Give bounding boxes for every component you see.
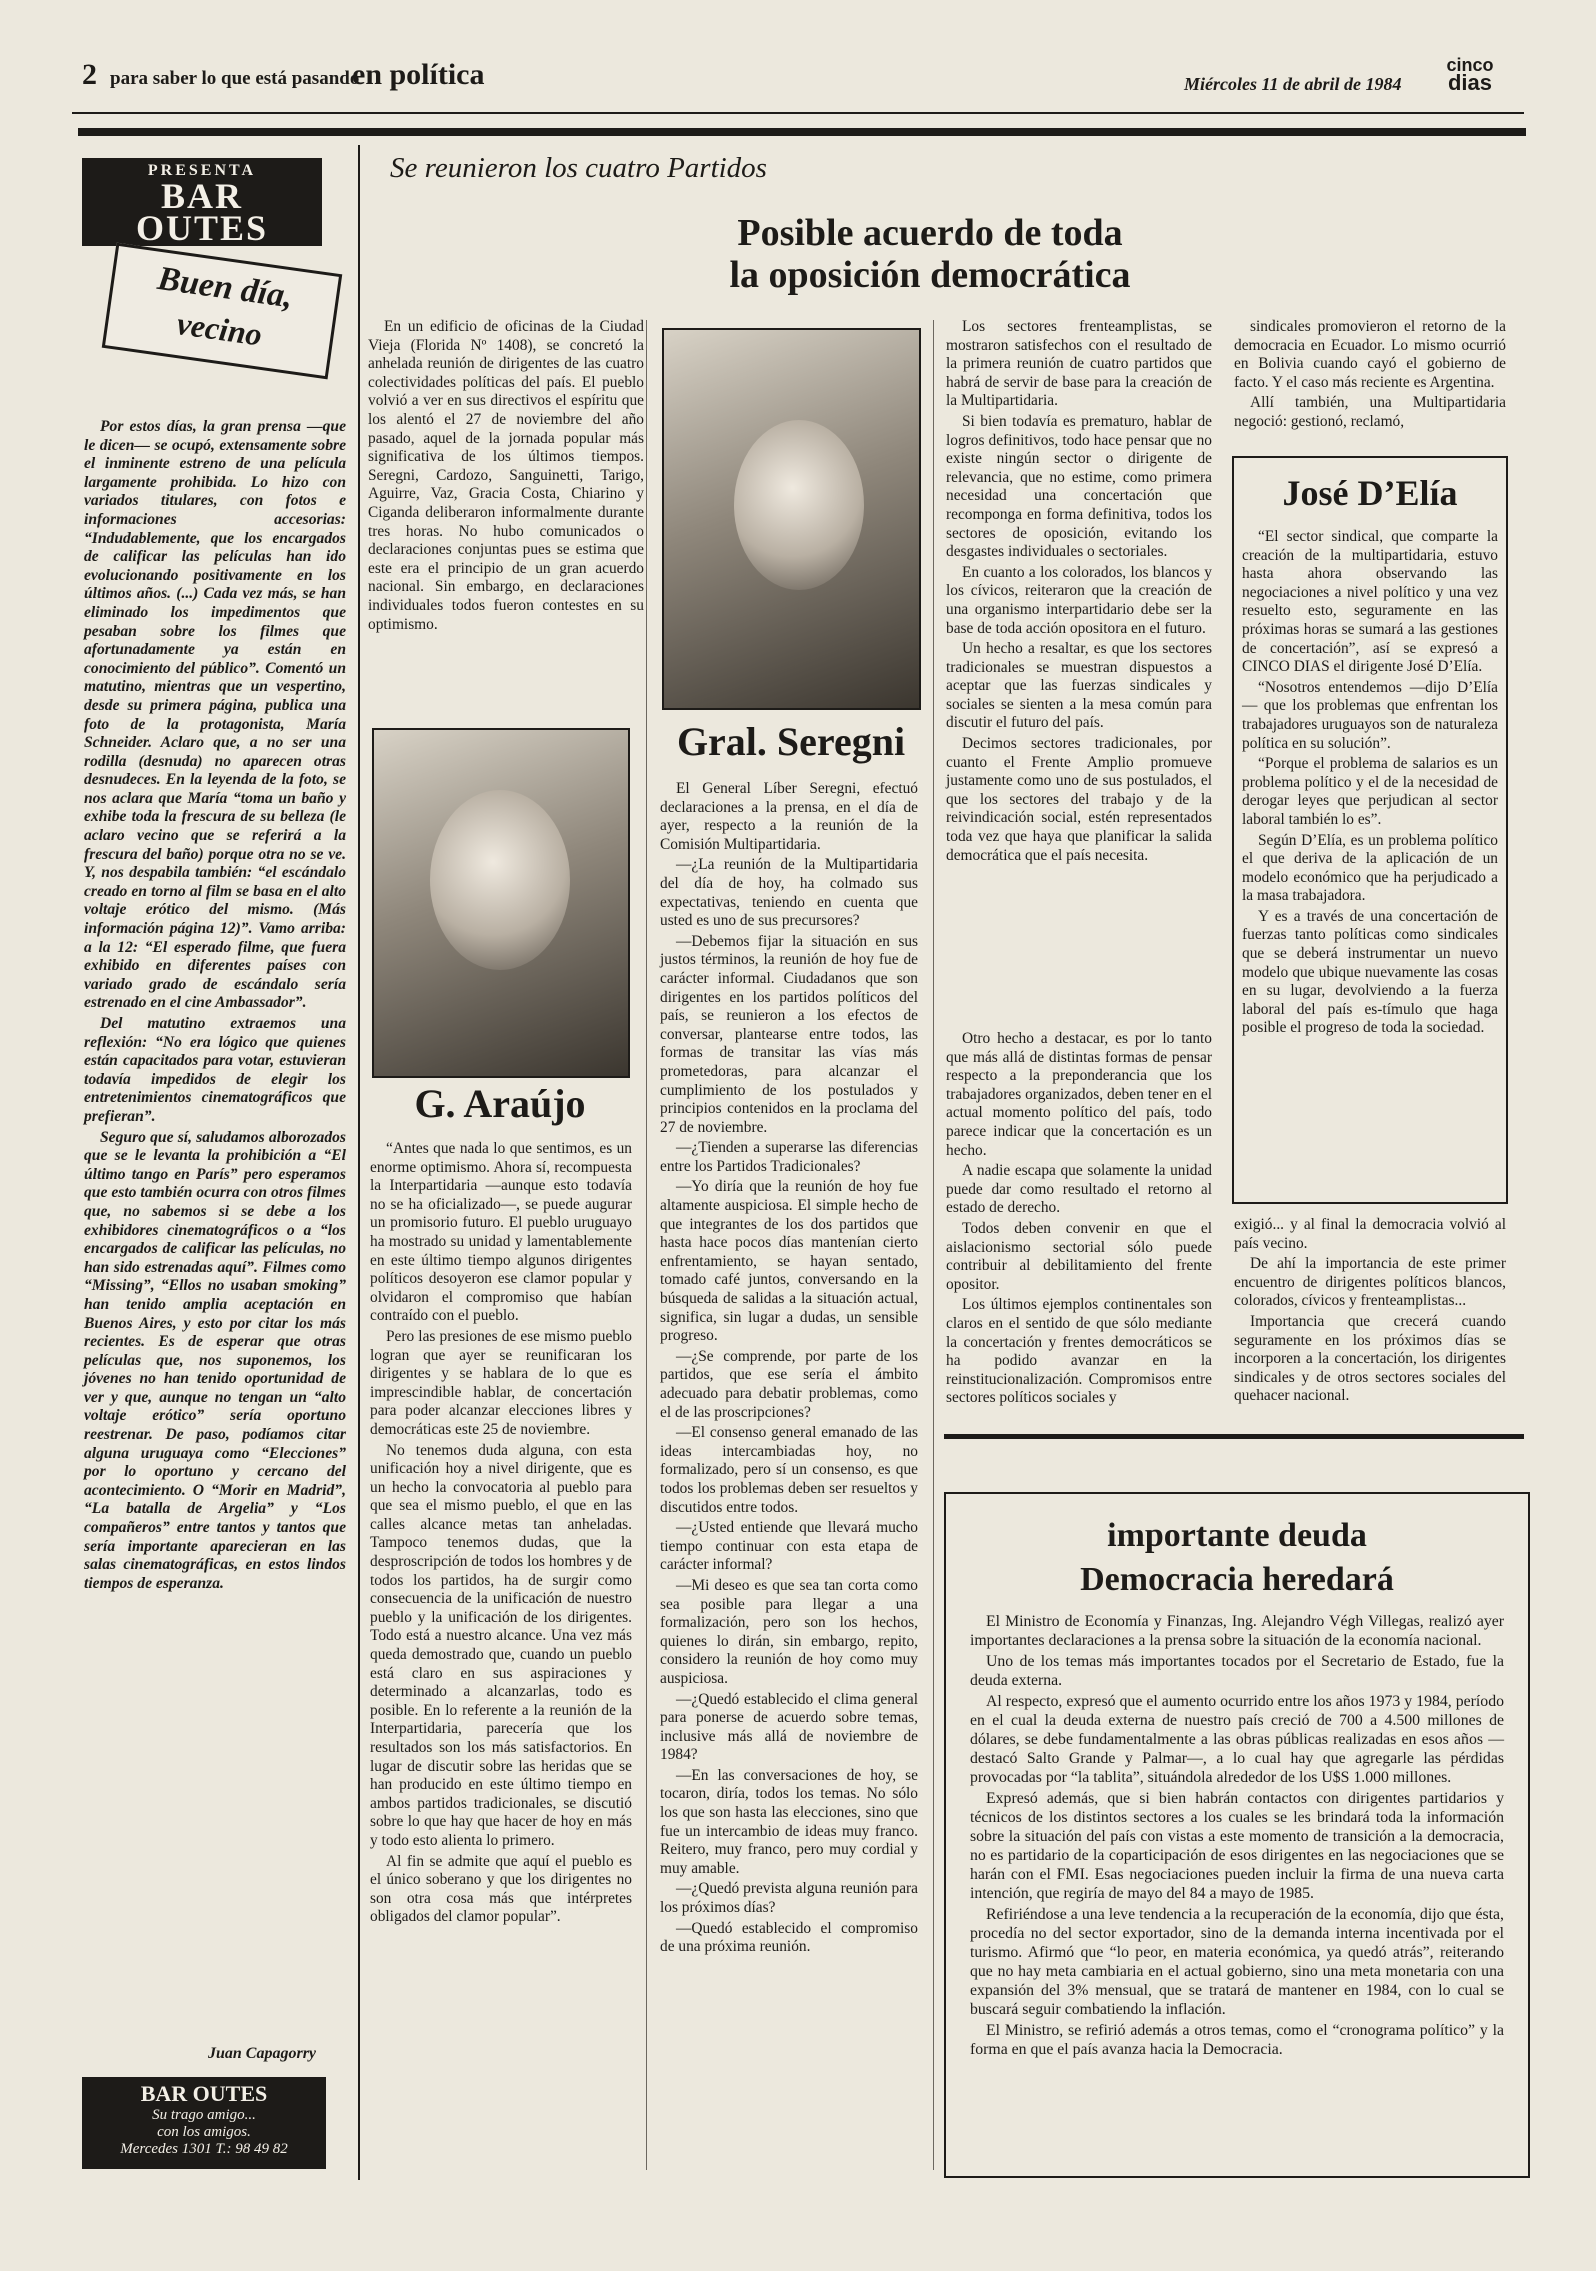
seregni-paragraph: —Yo diría que la reunión de hoy fue altamente auspiciosa. El simple hecho de que integrantes de los dos partidos que hasta hace pocos días mantenían cierto enfrentamiento, se hayan sentado, tomado café juntos, conversando en la búsqueda de salidas a la situación actual, significa, sin lugar a dudas, un sensible progreso. [660,1178,918,1345]
bar-outes-paragraph: Seguro que sí, saludamos alborozados que se le levanta la prohibición a “El último tango en París” pero esperamos que esto también ocurra con otros filmes que, no sabemos si se debe a los exhibidores cinematográficos o a “los encargados de calificar las películas, no han sido estrenadas aquí”. Filmes como “Missing”, “Ellos no usaban smoking” han tenido amplia aceptación en Buenos Aires, y esto por citar los más recientes. Es de esperar que otras películas que, nos suponemos, los jóvenes no han tenido oportunidad de ver y que, aunque no tengan un “alto voltaje erótico” sería oportuno reestrenar. De paso, podíamos citar alguna uruguaya como “Elecciones” por lo oportuno y cercano del acontecimiento. O “Morir en Madrid”, “La batalla de Argelia” y “Los compañeros” entre tantos y tantos que sería importante aparecieran en las salas cinematográficas, en estos lindos tiempos de esperanza. [84,1128,346,1592]
frente-paragraph: Decimos sectores tradicionales, por cuanto el Frente Amplio promueve justamente como uno de sus postulados, el que los sectores del trabajo y de la reivindicación social, estén representados toda vez que haya que planificar la salida democrática que el país necesita. [946,735,1212,864]
article-kicker: Se reunieron los cuatro Partidos [390,152,767,184]
header-tagline: para saber lo que está pasando [110,68,360,89]
seregni-paragraph: —En las conversaciones de hoy, se tocaron, diría, todos los temas. No sólo los que son hasta las elecciones, sino que fue un intercambio de ideas muy franco. Reitero, muy franco, pero muy cordial y muy amable. [660,1766,918,1877]
frente-paragraph: A nadie escapa que solamente la unidad puede dar como resultado el retorno al estado de derecho. [946,1162,1212,1217]
deuda-paragraph: El Ministro de Economía y Finanzas, Ing. Alejandro Végh Villegas, realizó ayer importantes declaraciones a la prensa sobre la situación de la economía nacional. [970,1613,1504,1649]
section-title: en política [352,58,485,91]
seregni-face [734,420,864,590]
deuda-headline-2: Democracia heredará [1080,1561,1394,1598]
article-headline [640,212,1220,296]
article-intro [368,318,644,636]
delia-column [1242,528,1498,1038]
seregni-paragraph: —¿Se comprende, por parte de los partidos, que ese sería el ámbito adecuado para debatir problemas, como el de las proscripciones? [660,1347,918,1421]
frente-paragraph: Si bien todavía es prematuro, hablar de logros definitivos, todo hace pensar que no existe ningún sector o dirigente de relevancia, que no estime, como primera necesidad una concertación que recomponga en forma definitiva, todos los sectores de oposición, evitando los desgastes individuales o sectoriales. [946,412,1212,561]
logo-line-2: dias [1447,70,1493,95]
seregni-name: Gral. Seregni [676,719,906,764]
sign-line-1: Buen día, [155,259,296,316]
left-column-divider [358,145,360,2180]
seregni-paragraph: —¿Quedó prevista alguna reunión para los próximos días? [660,1880,918,1917]
deuda-paragraph: Al respecto, expresó que el aumento ocurrido entre los años 1973 y 1984, período en el cual la deuda externa de nuestro país creció de 700 a 4.500 millones de dólares, se debe fundamentalmente a las obras públicas realizadas en esos años —destacó Salto Grande y Palmar—, a lo cual hay que agregarle las pérdidas provocadas por “la tablita”, situándola alrededor de los U$S 1.000 millones. [970,1693,1504,1786]
deuda-headline [946,1514,1528,1602]
deuda-box [944,1492,1530,2178]
araujo-photo [372,728,630,1078]
sindical-paragraph: Importancia que crecerá cuando seguramente en los próximos días se incorporen a la concertación, los dirigentes sindicales y de otros sectores sociales del quehacer nacional. [1234,1312,1506,1405]
delia-name: José D’Elía [1282,473,1458,513]
seregni-paragraph: —¿Quedó establecido el clima general para ponerse de acuerdo sobre temas, inclusive más allá de noviembre de 1984? [660,1690,918,1764]
frente-paragraph: Todos deben convenir en que el aislacionismo sectorial sólo puede contribuir al debilitamiento del frente opositor. [946,1219,1212,1293]
bar-outes-name-1: BAR [160,176,243,216]
bar-outes-ad [82,2077,326,2169]
seregni-paragraph: —Debemos fijar la situación en sus justos términos, la reunión de hoy fue de carácter informal. Ciudadanos que son dirigentes en los partidos políticos del país, se reunieron a los efectos de conversar, plantearse entre todos, las formas de transitar las vías más prometedoras, para alcanzar el cumplimiento de los postulados y principios contenidos en la proclama del 27 de noviembre. [660,932,918,1136]
delia-paragraph: “Porque el problema de salarios es un problema político y el de la necesidad de derogar leyes que perjudican al sector laboral también lo es”. [1242,755,1498,828]
ad-line-2: con los amigos. [157,2124,251,2140]
seregni-paragraph: —¿Usted entiende que llevará mucho tiempo continuar con esta etapa de carácter informal? [660,1519,918,1574]
sindical-bottom [1234,1216,1506,1408]
seregni-paragraph: —Quedó establecido el compromiso de una próxima reunión. [660,1919,918,1956]
deuda-paragraph: Expresó además, que si bien habrán contactos con dirigentes partidarios y técnicos de los distintos sectores a los cuales se les brindará toda la información sobre la situación del país con vistas a este momento de transición a la democracia, no es partidario de la coparticipación de esos dirigentes en las negociaciones que se harán con el FMI. Esas negociaciones pueden incluir la firma de una nueva carta intención, que regiría de mayo del 84 a mayo de 1985. [970,1790,1504,1902]
deuda-headline-1: importante deuda [1107,1517,1367,1554]
headline-line-2: la oposición democrática [729,254,1131,296]
bar-outes-presenta: PRESENTA [147,162,257,179]
frente-paragraph: Los sectores frenteamplistas, se mostraron satisfechos con el resultado de la primera reunión de cuatro partidos que habrá de servir de base para la creación de la Multipartidaria. [946,318,1212,410]
deuda-paragraph: Uno de los temas más importantes tocados por el Secretario de Estado, fue la deuda externa. [970,1653,1504,1689]
delia-box [1232,456,1508,1204]
araujo-paragraph: “Antes que nada lo que sentimos, es un enorme optimismo. Ahora sí, recompuesta la Interpartidaria —aunque esto todavía no se ha oficializado—, se puede augurar un promisorio futuro. El pueblo uruguayo ha mostrado su unidad y lamentablemente en este último tiempo algunos dirigentes políticos desoyeron ese clamor popular y olvidaron el compromiso que habían contraído con el pueblo. [370,1140,632,1325]
deuda-column [970,1612,1504,2059]
delia-paragraph: “Nosotros entendemos —dijo D’Elía— que los problemas que enfrentan los trabajadores uruguayos son de naturaleza política en su solución”. [1242,678,1498,752]
header-rule-thin [72,112,1524,114]
seregni-paragraph: El General Líber Seregni, efectuó declaraciones a la prensa, en el día de ayer, respecto a la reunión de la Comisión Multipartidaria. [660,780,918,853]
logo-line-1: cinco [1446,55,1494,75]
seregni-paragraph: —¿La reunión de la Multipartidaria del día de hoy, ha colmado sus expectativas, teniendo en cuenta que usted es uno de sus precursores? [660,856,918,930]
intro-paragraph: En un edificio de oficinas de la Ciudad Vieja (Florida Nº 1408), se concretó la anhelada reunión de dirigentes de las cuatro colectividades políticas del país. El pueblo volvió a ver en sus directivos el espíritu que los alentó el 27 de noviembre del año pasado, aquel de la jornada popular más significativa de los últimos tiempos. Seregni, Cardozo, Sanguinetti, Tarigo, Aguirre, Vaz, Gracia Costa, Chiarino y Ciganda deliberaron informalmente durante tres horas. No hubo comunicados o declaraciones conjuntas pues se estima que este era el principio de un gran acuerdo nacional. Sin embargo, en declaraciones individuales todos fueron contestes en su optimismo. [368,318,644,633]
ad-title: BAR OUTES [140,2081,268,2106]
sindical-paragraph: exigió... y al final la democracia volvió al país vecino. [1234,1216,1506,1252]
ad-line-3: Mercedes 1301 T.: 98 49 82 [120,2141,288,2157]
newspaper-logo [1440,55,1500,95]
page-number: 2 [82,58,97,91]
sindical-top [1234,318,1506,434]
bar-outes-paragraph: Del matutino extraemos una reflexión: “No era lógico que quienes están capacitados para votar, estuvieran todavía impedidos de elegir los entretenimientos cinematográficos que prefieran”. [84,1015,346,1125]
header-rule-thick [78,128,1526,136]
deuda-paragraph: Refiriéndose a una leve tendencia a la recuperación de la economía, dijo que ésta, procedía no del sector exportador, sino de la demanda interna incentivada por el turismo. Afirmó que “lo peor, en materia económica, ya quedó atrás”, reiterando que no hay meta cambiaria en el actual gobierno, sino una meta monetaria con una expansión del 3% mensual, que se tratará de mantener en 1984, con lo cual se buscará seguir combatiendo la inflación. [970,1906,1504,2018]
frente-paragraph: Un hecho a resaltar, es que los sectores tradicionales se muestran dispuestos a aceptar que las fuerzas sindicales y sociales se sienten a la mesa común para discutir el futuro del país. [946,640,1212,732]
deuda-paragraph: El Ministro, se refirió además a otros temas, como el “cronograma político” y la forma en que el país avanza hacia la Democracia. [970,2022,1504,2058]
headline-line-1: Posible acuerdo de toda [737,212,1123,254]
bar-outes-column [84,418,346,1595]
seregni-paragraph: —Mi deseo es que sea tan corta como sea posible para llegar a una formalización, pero son los hechos, quienes lo dirán, sin embargo, repito, considero la reunión de hoy como muy auspiciosa. [660,1576,918,1687]
frente-paragraph: En cuanto a los colorados, los blancos y los cívicos, reiteraron que la creación de una organismo interpartidario debe ser la base de toda acción opositora en el futuro. [946,563,1212,637]
frente-paragraph: Otro hecho a destacar, es por lo tanto que más allá de distintas formas de pensar respecto a la preponderancia que los trabajadores organizados, deben tener en el actual momento político del país, todo parece indicar que la concertación es un hecho. [946,1030,1212,1159]
column-divider [646,320,647,2170]
bar-outes-paragraph: Por estos días, la gran prensa —que le dicen— se ocupó, extensamente sobre el inminente estreno de una película largamente prohibida. Lo hizo con variados titulares, con fotos e informaciones accesorias: “Indudablemente, que los encargados de calificar las películas han ido evolucionando positivamente en los últimos años. (...) Cada vez más, se han eliminado los impedimentos que pesaban sobre los filmes que afortunadamente ya están en conocimiento del público”. Comentó un matutino, mientras que un vespertino, desde su primera página, publica una foto de la protagonista, María Schneider. Aclaro que, a no ser una rodilla (desnuda) no aparecen otras desnudeces. En la leyenda de la foto, se nos aclara que María “toma un baño y exhibe toda la frescura de su belleza (le aclaro vecino que se referirá a la frescura del baño) porque otra no se ve. Y, nos despabila también: “el escándalo creado en torno al film se basa en el alto voltaje erótico del mismo. (Más información página 12)”. Vamo arriba: a la 12: “El esperado filme, que fuera exhibido en diferentes países con variado grado de escándalo sería estrenado en el cine Ambassador”. [84,418,346,1012]
sindical-paragraph: sindicales promovieron el retorno de la democracia en Ecuador. Lo mismo ocurrió en Bolivia cuando cayó el gobierno de facto. Y el caso más reciente es Argentina. [1234,318,1506,391]
seregni-column [660,780,918,1959]
buen-dia-sign [102,243,343,380]
column-divider [933,320,934,2170]
araujo-paragraph: No tenemos duda alguna, con esta unificación hoy a nivel dirigente, que es un hecho la convocatoria al pueblo para que sea el mismo pueblo, el que en las calles alcance metas tan anheladas. Tampoco tenemos dudas, que la desproscripción de todos los hombres y de todos los partidos, ha de surgir como consecuencia de la unificación de nuestro pueblo y la unificación de los dirigentes. Todo está a nuestro alcance. Una vez más queda demostrado que, cuando un pueblo está claro en sus aspiraciones y determinado a alcanzarlas, todo es posible. En lo referente a la reunión de la Interpartidaria, parecería que los resultados son los más satisfactorios. En lugar de discutir sobre las heridas que se han producido en este último tiempo en ambos partidos tradicionales, se discutió sobre lo que hay que hacer de hoy en más y todo esto alienta lo primero. [370,1441,632,1849]
seregni-paragraph: —El consenso general emanado de las ideas intercambiadas hoy, no formalizado, pero sí un consenso, es que todos los problemas deben ser resueltos y discutidos entre todos. [660,1424,918,1516]
article-end-rule [944,1434,1524,1439]
sindical-paragraph: De ahí la importancia de este primer encuentro de dirigentes políticos blancos, colorados, cívicos y frenteamplistas... [1234,1255,1506,1310]
araujo-name: G. Araújo [414,1081,586,1126]
sign-line-2: vecino [174,305,265,353]
header-date: Miércoles 11 de abril de 1984 [1184,74,1402,94]
delia-paragraph: Y es a través de una concertación de fuerzas tanto políticas como sindicales que se deberá instrumentar un nuevo modelo que ubique nuevamente las cosas en su lugar, devolviendo a la fuerza laboral del país es-tímulo que haga posible el progreso de toda la sociedad. [1242,907,1498,1037]
araujo-face [430,790,570,970]
bar-outes-logo [82,158,322,246]
delia-paragraph: “El sector sindical, que comparte la creación de la multipartidaria, estuvo hasta ahora observando las negociaciones a nivel político y una vez resuelto esto, seguramente en las próximas horas se sumará a las gestiones de concertación”, así se expresó a CINCO DIAS el dirigente José D’Elía. [1242,528,1498,676]
araujo-paragraph: Pero las presiones de ese mismo pueblo logran que ayer se reunificaran los dirigentes y se hablara de lo que es imprescindible hablar, de concertación para poder alcanzar elecciones libres y democráticas este 25 de noviembre. [370,1327,632,1438]
bar-outes-name-2: OUTES [135,208,269,248]
seregni-photo [662,328,921,710]
bar-outes-author: Juan Capagorry [208,2045,317,2062]
seregni-paragraph: —¿Tienden a superarse las diferencias entre los Partidos Tradicionales? [660,1139,918,1175]
frente-column [946,318,1212,867]
araujo-paragraph: Al fin se admite que aquí el pueblo es el único soberano y que los dirigentes no son otra cosa más que intérpretes obligados del clamor popular”. [370,1852,632,1926]
sindical-paragraph: Allí también, una Multipartidaria negoció: gestionó, reclamó, [1234,394,1506,430]
ad-line-1: Su trago amigo... [152,2107,256,2123]
frente-column-continued [946,1030,1212,1410]
frente-paragraph: Los últimos ejemplos continentales son claros en el sentido de que sólo mediante la concertación y frentes democráticos se ha podido avanzar en la reinstitucionalización. Compromisos entre sectores políticos sociales y [946,1296,1212,1407]
delia-paragraph: Según D’Elía, es un problema político el que deriva de la aplicación de un modelo económico que ha perjudicado a la masa trabajadora. [1242,831,1498,905]
araujo-column [370,1140,632,1929]
